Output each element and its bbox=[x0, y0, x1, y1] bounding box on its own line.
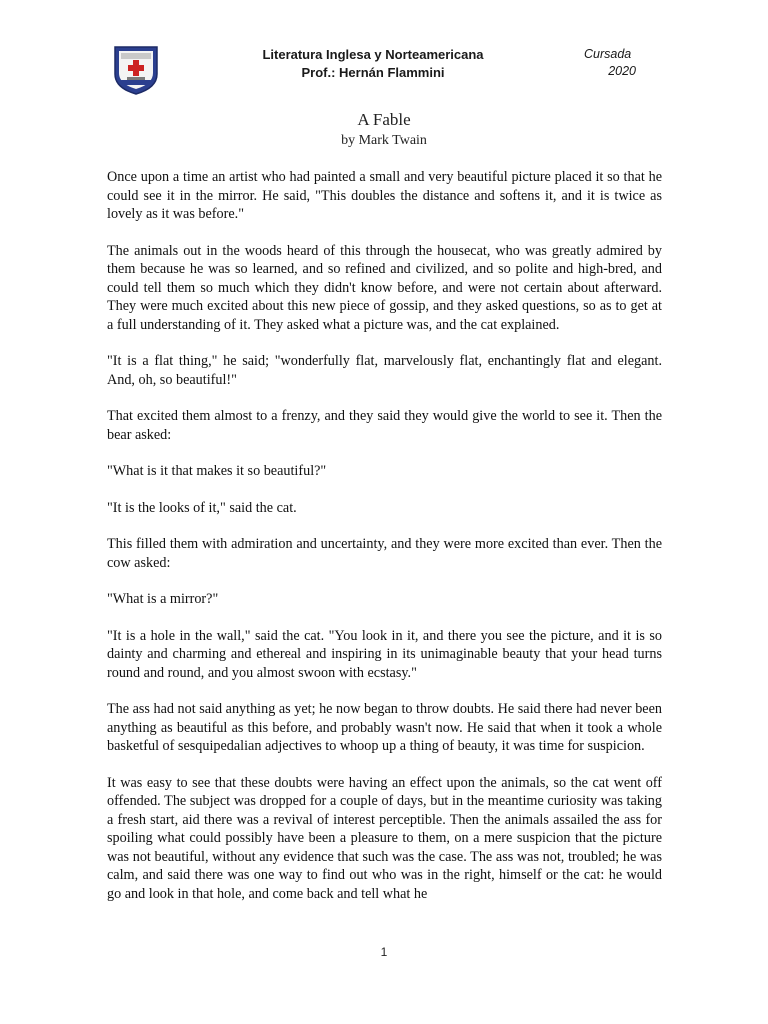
school-crest-icon bbox=[111, 44, 161, 96]
paragraph: That excited them almost to a frenzy, and they said they would give the world to see it. Then the bear asked: bbox=[107, 408, 662, 443]
course-name: Literatura Inglesa y Norteamericana bbox=[262, 47, 484, 62]
paragraph: "What is a mirror?" bbox=[107, 591, 219, 607]
term-block bbox=[584, 46, 636, 80]
paragraph: "It is a flat thing," he said; "wonderfully flat, marvelously flat, enchantingly flat and elegant. And, oh, so beautiful!" bbox=[107, 353, 662, 388]
term-year: 2020 bbox=[608, 64, 636, 78]
paragraph: "What is it that makes it so beautiful?" bbox=[107, 463, 327, 479]
fable-body bbox=[107, 168, 662, 921]
professor-name: Prof.: Hernán Flammini bbox=[301, 65, 445, 80]
term-label: Cursada bbox=[584, 47, 632, 61]
paragraph: The animals out in the woods heard of this through the housecat, who was greatly admired by them because he was so learned, and so refined and civilized, and so polite and high-bred, and could tell them so much which they didn't know before, and were not certain about afterward. They were much excited about this new piece of gossip, and they asked questions, so as to get at a full understanding of it. They asked what a picture was, and the cat explained. bbox=[107, 242, 662, 333]
page-number: 1 bbox=[380, 945, 388, 959]
paragraph: Once upon a time an artist who had painted a small and very beautiful picture placed it so that he could see it in the mirror. He said, "This doubles the distance and softens it, and it is twice as lovely as it was before." bbox=[107, 169, 662, 222]
author-byline: by Mark Twain bbox=[341, 133, 427, 148]
paragraph: The ass had not said anything as yet; he now began to throw doubts. He said there had never been anything as beautiful as this before, and probably wasn't now. He said that when it took a whole basketful of sesquipedalian adjectives to whoop up a thing of beauty, it was time for suspicion. bbox=[107, 701, 662, 754]
paragraph: This filled them with admiration and uncertainty, and they were more excited than ever. Then the cow asked: bbox=[107, 536, 662, 571]
document-title: A Fable bbox=[357, 110, 411, 129]
paragraph: "It is the looks of it," said the cat. bbox=[107, 499, 297, 516]
course-header bbox=[220, 46, 526, 82]
paragraph: "It is a hole in the wall," said the cat. "You look in it, and there you see the picture, and it is so dainty and charming and ethereal and inspiring in its unimaginable beauty that your head turns round and round, and you almost swoon with ecstasy." bbox=[107, 627, 662, 681]
paragraph: It was easy to see that these doubts were having an effect upon the animals, so the cat went off offended. The subject was dropped for a couple of days, but in the meantime curiosity was taking a fresh start, aid there was a revival of interest perceptible. Then the animals assailed the ass for spoiling what could possibly have been a pleasure to them, on a mere suspicion that the picture was not beautiful, without any evidence that such was the case. The ass was not, troubled; he was calm, and said there was one way to find out who was in the right, himself or the cat: he would go and look in that hole, and come back and tell what he bbox=[107, 774, 662, 902]
